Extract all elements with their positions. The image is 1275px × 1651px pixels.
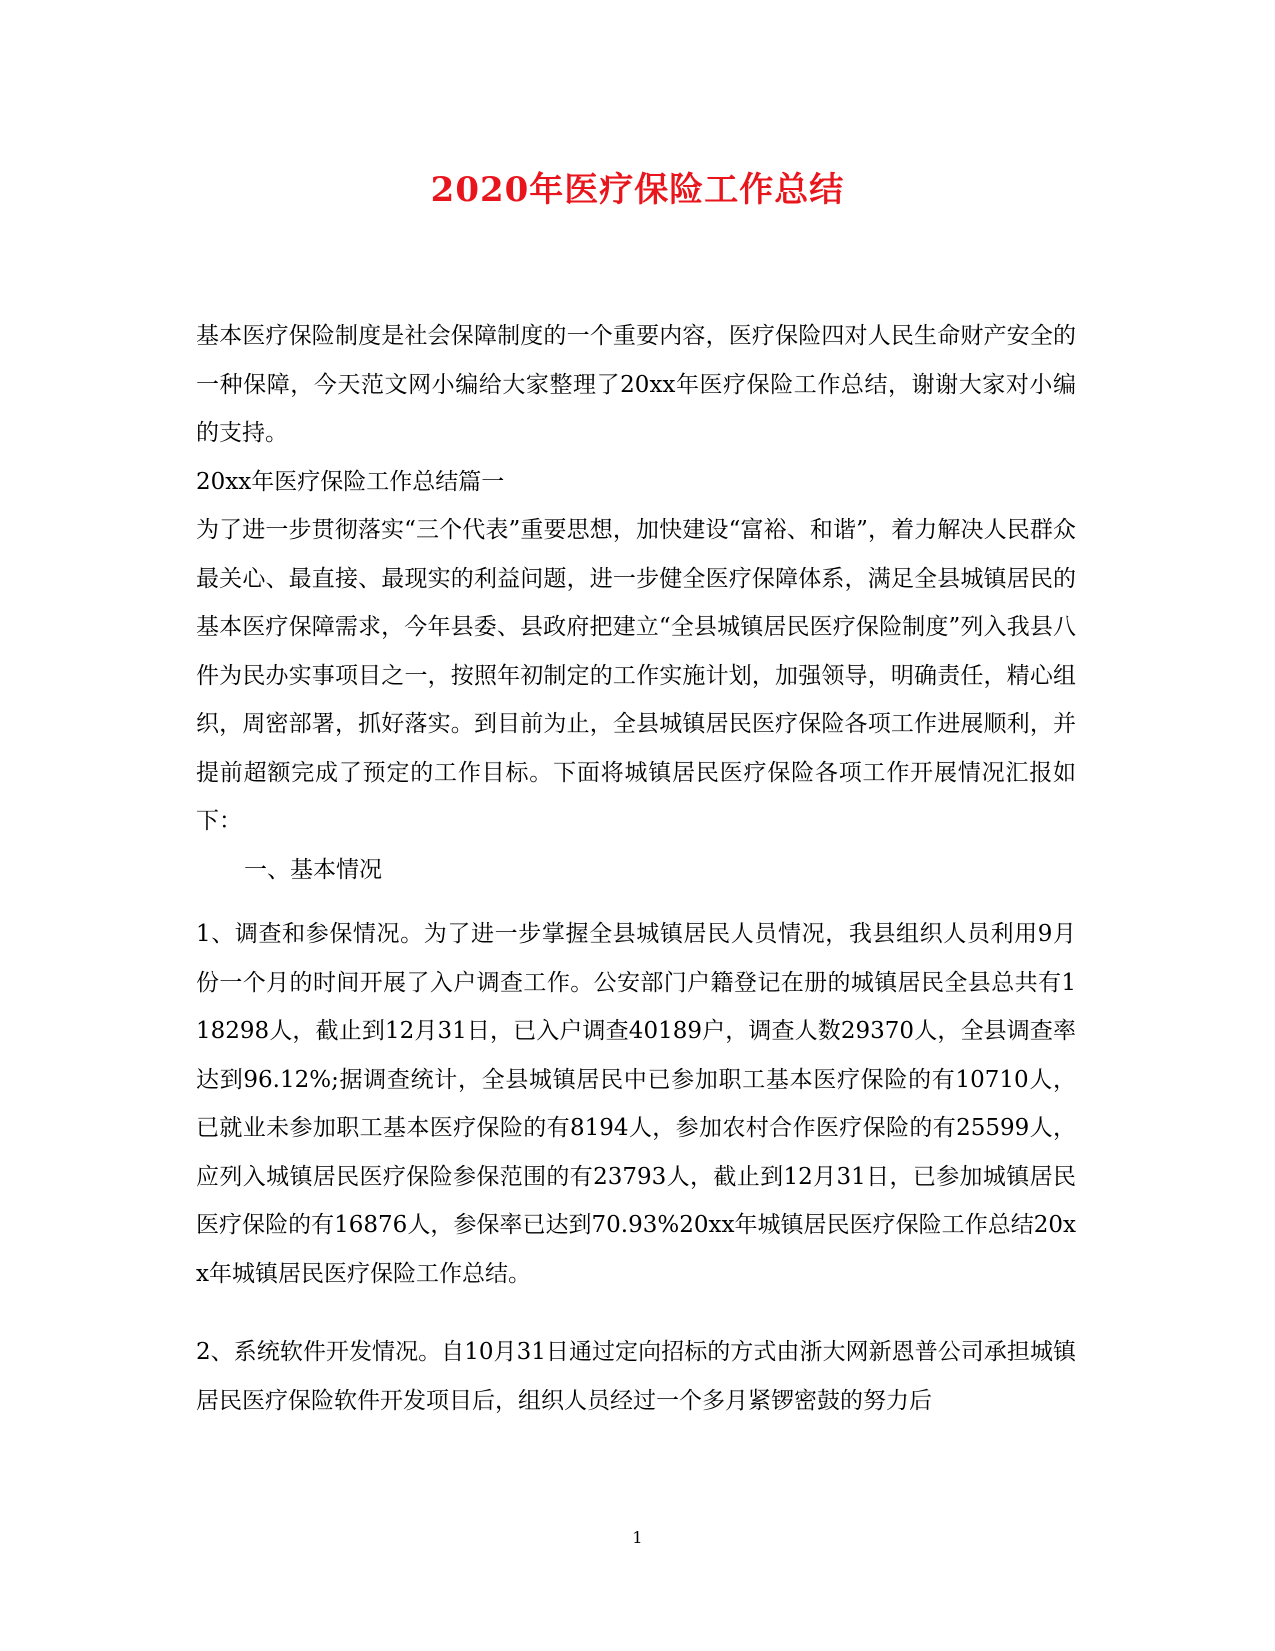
item1-block — [196, 910, 1076, 1298]
intro-paragraph: 基本医疗保险制度是社会保障制度的一个重要内容，医疗保险四对人民生命财产安全的一种保障，今天范文网小编给大家整理了20xx年医疗保险工作总结，谢谢大家对小编的支持。 — [196, 323, 1076, 446]
section-heading-basic: 一、基本情况 — [244, 856, 382, 883]
item2-paragraph: 2、系统软件开发情况。自10月31日通过定向招标的方式由浙大网新恩普公司承担城镇居民医疗保险软件开发项目后，组织人员经过一个多月紧锣密鼓的努力后 — [196, 1339, 1076, 1414]
main-paragraph: 为了进一步贯彻落实“三个代表”重要思想，加快建设“富裕、和谐”，着力解决人民群众最关心、最直接、最现实的利益问题，进一步健全医疗保障体系，满足全县城镇居民的基本医疗保障需求，今年县委、县政府把建立“全县城镇居民医疗保险制度”列入我县八件为民办实事项目之一，按照年初制定的工作实施计划，加强领导，明确责任，精心组织，周密部署，抓好落实。到目前为止，全县城镇居民医疗保险各项工作进展顺利，并提前超额完成了预定的工作目标。下面将城镇居民医疗保险各项工作开展情况汇报如下： — [196, 517, 1076, 834]
subheading: 20xx年医疗保险工作总结篇一 — [196, 468, 505, 495]
item1-paragraph: 1、调查和参保情况。为了进一步掌握全县城镇居民人员情况，我县组织人员利用9月份一个月的时间开展了入户调查工作。公安部门户籍登记在册的城镇居民全县总共有118298人，截止到12月31日，已入户调查40189户，调查人数29370人，全县调查率达到96.12%;据调查统计，全县城镇居民中已参加职工基本医疗保险的有10710人，已就业未参加职工基本医疗保险的有8194人，参加农村合作医疗保险的有25599人，应列入城镇居民医疗保险参保范围的有23793人，截止到12月31日，已参加城镇居民医疗保险的有16876人，参保率已达到70.93%20xx年城镇居民医疗保险工作总结20xx年城镇居民医疗保险工作总结。 — [196, 921, 1076, 1287]
page-number: 1 — [632, 1528, 643, 1547]
document-title: 2020年医疗保险工作总结 — [430, 170, 845, 210]
item2-block — [196, 1328, 1076, 1425]
intro-block — [196, 312, 1076, 894]
